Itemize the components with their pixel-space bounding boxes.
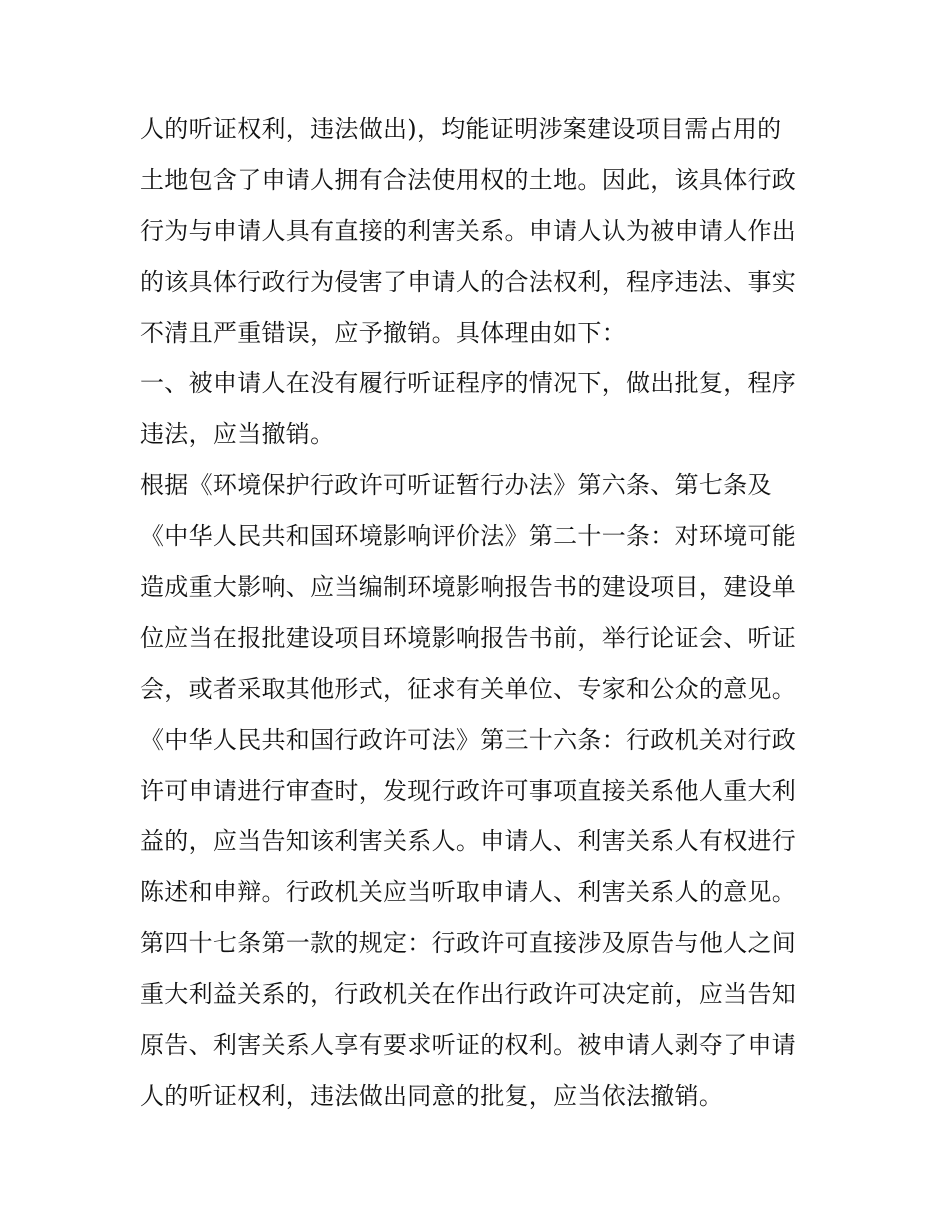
text-line: 陈述和申辩。行政机关应当听取申请人、利害关系人的意见。 bbox=[140, 878, 797, 907]
text-line: 重大利益关系的，行政机关在作出行政许可决定前，应当告知 bbox=[140, 980, 797, 1009]
text-line: 一、被申请人在没有履行听证程序的情况下，做出批复，程序 bbox=[140, 369, 797, 398]
text-line: 造成重大影响、应当编制环境影响报告书的建设项目，建设单 bbox=[140, 573, 797, 602]
text-line: 第四十七条第一款的规定：行政许可直接涉及原告与他人之间 bbox=[140, 929, 797, 958]
text-line: 根据《环境保护行政许可听证暂行办法》第六条、第七条及 bbox=[140, 471, 772, 500]
text-line: 违法，应当撤销。 bbox=[140, 420, 335, 449]
text-line: 人的听证权利，违法做出同意的批复，应当依法撤销。 bbox=[140, 1081, 724, 1110]
text-line: 不清且严重错误，应予撤销。具体理由如下： bbox=[140, 318, 626, 347]
document-body bbox=[140, 104, 820, 1122]
text-line: 许可申请进行审查时，发现行政许可事项直接关系他人重大利 bbox=[140, 776, 797, 805]
text-line: 《中华人民共和国环境影响评价法》第二十一条：对环境可能 bbox=[140, 522, 797, 551]
text-line: 位应当在报批建设项目环境影响报告书前，举行论证会、听证 bbox=[140, 623, 797, 652]
text-line: 原告、利害关系人享有要求听证的权利。被申请人剥夺了申请 bbox=[140, 1031, 797, 1060]
text-line: 的该具体行政行为侵害了申请人的合法权利，程序违法、事实 bbox=[140, 267, 797, 296]
text-line: 益的，应当告知该利害关系人。申请人、利害关系人有权进行 bbox=[140, 827, 797, 856]
text-line: 会，或者采取其他形式，征求有关单位、专家和公众的意见。 bbox=[140, 674, 797, 703]
text-line: 土地包含了申请人拥有合法使用权的土地。因此，该具体行政 bbox=[140, 165, 797, 194]
text-line: 人的听证权利，违法做出)，均能证明涉案建设项目需占用的 bbox=[140, 115, 782, 143]
text-line: 《中华人民共和国行政许可法》第三十六条：行政机关对行政 bbox=[140, 725, 797, 754]
text-line: 行为与申请人具有直接的利害关系。申请人认为被申请人作出 bbox=[140, 216, 797, 245]
